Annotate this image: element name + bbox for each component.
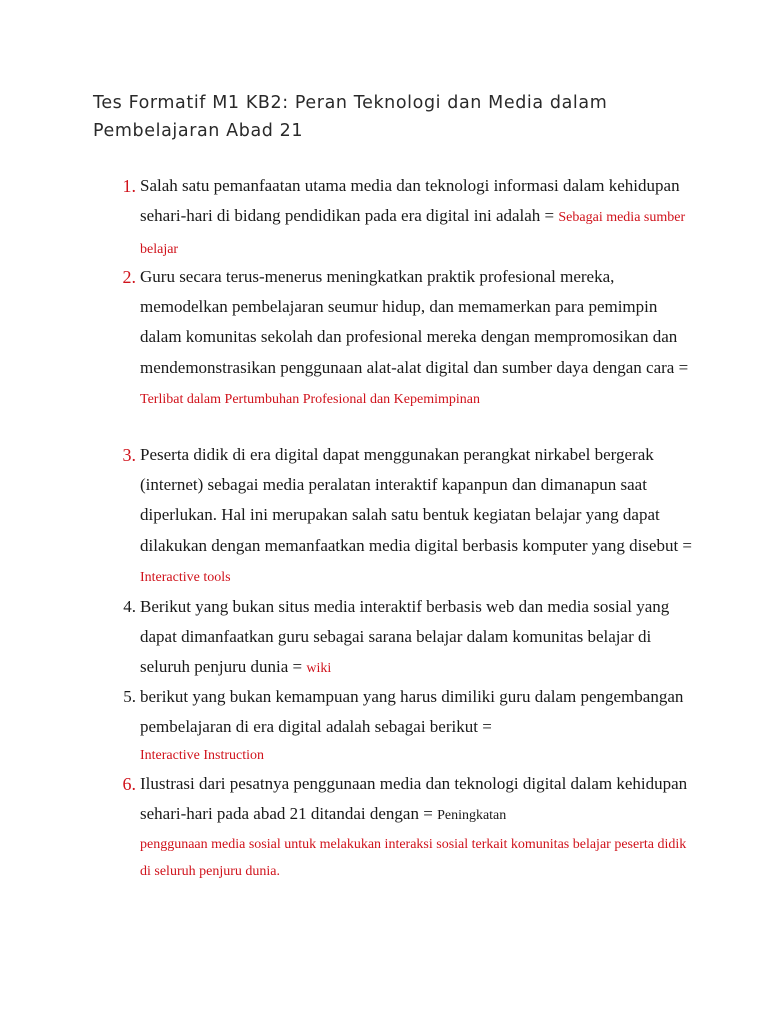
question-text: Guru secara terus-menerus meningkatkan praktik profesional mereka, memodelkan pembelajaran seumur hidup, dan memamerkan para pemimpin dalam komunitas sekolah dan profesional mereka dengan mempromosikan dan mendemonstrasikan penggunaan alat-alat digital dan sumber daya dengan cara = xyxy=(140,267,689,377)
question-6 xyxy=(112,769,692,885)
question-text: Peserta didik di era digital dapat menggunakan perangkat nirkabel bergerak (internet) sebagai media peralatan interaktif kapanpun dan dimanapun saat diperlukan. Hal ini merupakan salah satu bentuk kegiatan belajar yang dapat dilakukan dengan memanfaatkan media digital berbasis komputer yang disebut = xyxy=(140,445,693,555)
question-number: 1. xyxy=(122,176,136,196)
question-number: 6. xyxy=(122,774,136,794)
answer-text: Interactive Instruction xyxy=(140,748,265,764)
question-text: berikut yang bukan kemampuan yang harus dimiliki guru dalam pengembangan pembelajaran di era digital adalah sebagai berikut = xyxy=(140,687,684,737)
question-3 xyxy=(112,440,692,593)
question-4 xyxy=(112,592,692,685)
answer-text: penggunaan media sosial untuk melakukan interaksi sosial terkait komunitas belajar peserta didik di seluruh penjuru dunia. xyxy=(140,837,687,880)
question-number: 2. xyxy=(122,267,136,287)
answer-text: wiki xyxy=(306,661,332,677)
page-title: Tes Formatif M1 KB2: Peran Teknologi dan Media dalam Pembelajaran Abad 21 xyxy=(93,93,608,141)
question-number: 3. xyxy=(122,445,136,465)
question-number: 4. xyxy=(123,597,136,616)
question-1 xyxy=(112,171,692,266)
question-2 xyxy=(112,262,692,415)
question-5 xyxy=(112,682,692,769)
answer-lead-text: Peningkatan xyxy=(437,808,507,824)
question-text: Ilustrasi dari pesatnya penggunaan media dan teknologi digital dalam kehidupan sehari-hari pada abad 21 ditandai dengan = xyxy=(140,774,688,824)
answer-text: Sebagai media sumber belajar xyxy=(140,210,686,258)
question-number: 5. xyxy=(123,687,136,706)
question-text: Berikut yang bukan situs media interaktif berbasis web dan media sosial yang dapat dimanfaatkan guru sebagai sarana belajar dalam komunitas belajar di seluruh penjuru dunia = xyxy=(140,597,670,677)
answer-text: Terlibat dalam Pertumbuhan Profesional dan Kepemimpinan xyxy=(140,391,480,407)
answer-text: Interactive tools xyxy=(140,569,231,585)
question-text: Salah satu pemanfaatan utama media dan teknologi informasi dalam kehidupan sehari-hari di bidang pendidikan pada era digital ini adalah = xyxy=(140,176,680,226)
